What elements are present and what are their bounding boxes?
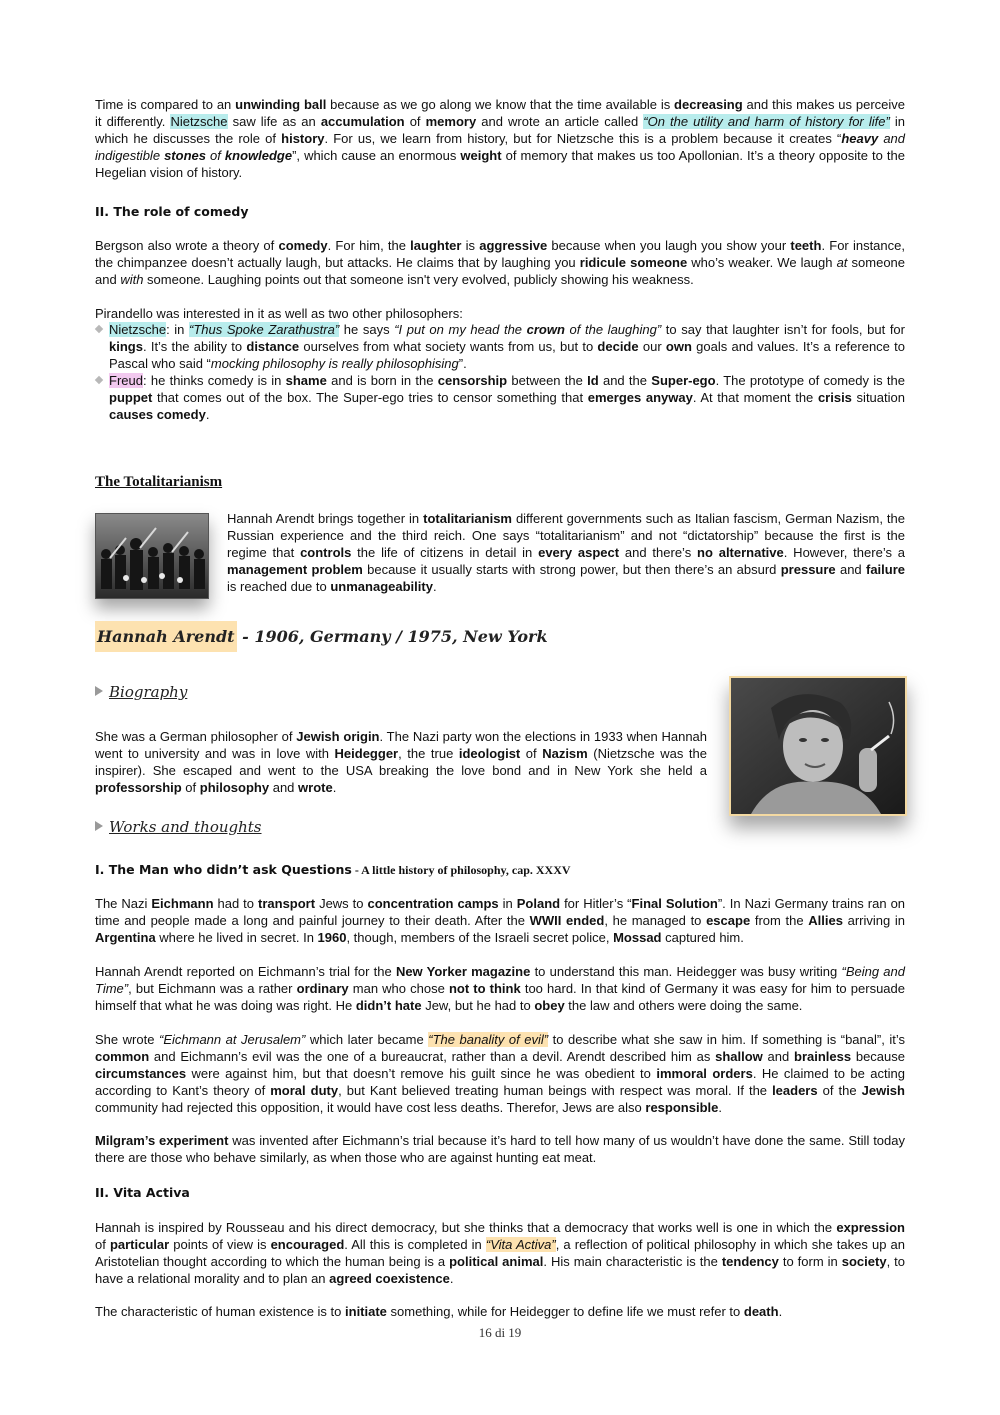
heading-vita-activa: II. Vita Activa <box>95 1185 190 1200</box>
crowd-salute-photo <box>95 513 209 599</box>
triangle-right-icon <box>95 821 103 831</box>
heading-source: - A little history of philosophy, cap. XXXV <box>351 863 571 877</box>
highlight-nietzsche: Nietzsche <box>109 322 167 337</box>
triangle-right-icon <box>95 686 103 696</box>
section-title-totalitarianism: The Totalitarianism <box>95 474 223 490</box>
paragraph-banality-of-evil: She wrote “Eichmann at Jerusalem” which later became “The banality of evil” to describe what she saw in him. If something is “banal”, it’s common and Eichmann’s evil was the one of a bureaucrat, rather than a devil. Arendt described him as shallow and brainless because circumstances were against him, but that doesn’t remove his guilt since he was obedient to immoral orders. He claimed to be acting according to Kant’s theory of moral duty, but Kant believed treating human beings with respect was moral. If the leaders of the Jewish community had rejected this opposition, it would have cost less deaths. Therefor, Jews are also responsible. <box>95 1032 906 1115</box>
heading-man-who-didnt-ask: I. The Man who didn’t ask Questions - A little history of philosophy, cap. XXXV <box>95 862 571 877</box>
paragraph-biography: She was a German philosopher of Jewish origin. The Nazi party won the elections in 1933 when Hannah went to university and was in love with Heidegger, the true ideologist of Nazism (Nietzsche was the inspirer). She escaped and went to the USA breaking the love bond and in New York she held a professorship of philosophy and wrote. <box>95 729 708 795</box>
highlight-nietzsche: Nietzsche <box>170 114 228 129</box>
heading-role-of-comedy: II. The role of comedy <box>95 204 249 219</box>
person-dates: - 1906, Germany / 1975, New York <box>236 627 548 646</box>
paragraph-trial-report: Hannah Arendt reported on Eichmann’s trial for the New Yorker magazine to understand this man. Heidegger was busy writing “Being and Time”, but Eichmann was a rather ordinary man who chose not to think too hard. In that kind of Germany it was easy for him to persuade himself that what he was doing was right. He didn’t hate Jew, but he had to obey the law and others were doing the same. <box>95 964 905 1013</box>
highlight-banality-of-evil: “The banality of evil” <box>428 1032 549 1047</box>
highlight-freud: Freud <box>109 373 143 388</box>
highlight-zarathustra: “Thus Spoke Zarathustra” <box>189 322 340 337</box>
highlight-article-title: “On the utility and harm of history for life” <box>643 114 890 129</box>
diamond-bullet-icon <box>95 376 103 384</box>
diamond-bullet-icon <box>95 325 103 333</box>
paragraph-totalitarianism: Hannah Arendt brings together in totalitarianism different governments such as Italian fascism, German Nazism, the Russian experience and the third reich. One says “totalitarianism” and not “dictatorship” because the first is the regime that controls the life of citizens in detail in every aspect and there’s no alternative. However, there’s a management problem because it usually starts with strong power, but then there’s an absurd pressure and failure is reached due to unmanageability. <box>227 511 906 594</box>
page-number: 16 di 19 <box>478 1325 522 1340</box>
list-item: Nietzsche: in “Thus Spoke Zarathustra” he says “I put on my head the crown of the laughing” to say that laughter isn’t for fools, but for kings. It’s the ability to distance ourselves from what society wants from us, but to decide our own goals and values. It’s a reference to Pascal who said “mocking philosophy is really philosophising”. <box>95 321 905 372</box>
person-heading <box>95 627 548 646</box>
paragraph-eichmann: The Nazi Eichmann had to transport Jews to concentration camps in Poland for Hitler’s “Final Solution”. In Nazi Germany trains ran on time and people made a long and painful journey to their death. After the WWII ended, he managed to escape from the Allies arriving in Argentina where he lived in secret. In 1960, though, members of the Israeli secret police, Mossad captured him. <box>95 896 906 945</box>
toggle-biography[interactable] <box>95 683 187 701</box>
paragraph-human-existence: The characteristic of human existence is to initiate something, while for Heidegger to define life we must refer to death. <box>95 1304 783 1319</box>
philosophers-list <box>95 321 905 423</box>
toggle-biography-label: Biography <box>109 683 188 701</box>
paragraph-time: Time is compared to an unwinding ball because as we go along we know that the time available is decreasing and this makes us perceive it differently. Nietzsche saw life as an accumulation of memory and wrote an article called “On the utility and harm of history for life” in which he discusses the role of history. For us, we learn from history, but for Nietzsche this is a problem because it creates “heavy and indigestible stones of knowledge”, which cause an enormous weight of memory that makes us too Apollonian. It’s a theory opposite to the Hegelian vision of history. <box>95 97 906 180</box>
highlight-vita-activa: “Vita Activa” <box>485 1237 556 1252</box>
paragraph-vita-activa: Hannah is inspired by Rousseau and his direct democracy, but she thinks that a democracy that works well is one in which the expression of particular points of view is encouraged. All this is completed in “Vita Activa”, a reflection of political philosophy in which she takes up an Aristotelian thought according to which the human being is a political animal. His main characteristic is the tendency to form in society, to have a relational morality and to plan an agreed coexistence. <box>95 1220 905 1286</box>
toggle-works-label: Works and thoughts <box>109 818 262 836</box>
paragraph-milgram: Milgram’s experiment was invented after Eichmann’s trial because it’s hard to tell how many of us wouldn’t have done the same. Still today there are those who behave similarly, as when those who are against hunting eat meat. <box>95 1133 905 1165</box>
person-name: Hannah Arendt <box>95 621 237 652</box>
hannah-arendt-portrait <box>729 676 907 816</box>
paragraph-pirandello: Pirandello was interested in it as well as two other philosophers: <box>95 306 463 321</box>
toggle-works-and-thoughts[interactable] <box>95 818 262 836</box>
paragraph-bergson: Bergson also wrote a theory of comedy. For him, the laughter is aggressive because when you laugh you show your teeth. For instance, the chimpanzee doesn’t actually laugh, but attacks. He claims that by laughing you ridicule someone who’s weaker. We laugh at someone and with someone. Laughing points out that someone isn't very evolved, publicly showing his weakness. <box>95 238 906 287</box>
list-item: Freud: he thinks comedy is in shame and is born in the censorship between the Id and the Super-ego. The prototype of comedy is the puppet that comes out of the box. The Super-ego tries to censor something that emerges anyway. At that moment the crisis situation causes comedy. <box>95 372 905 423</box>
